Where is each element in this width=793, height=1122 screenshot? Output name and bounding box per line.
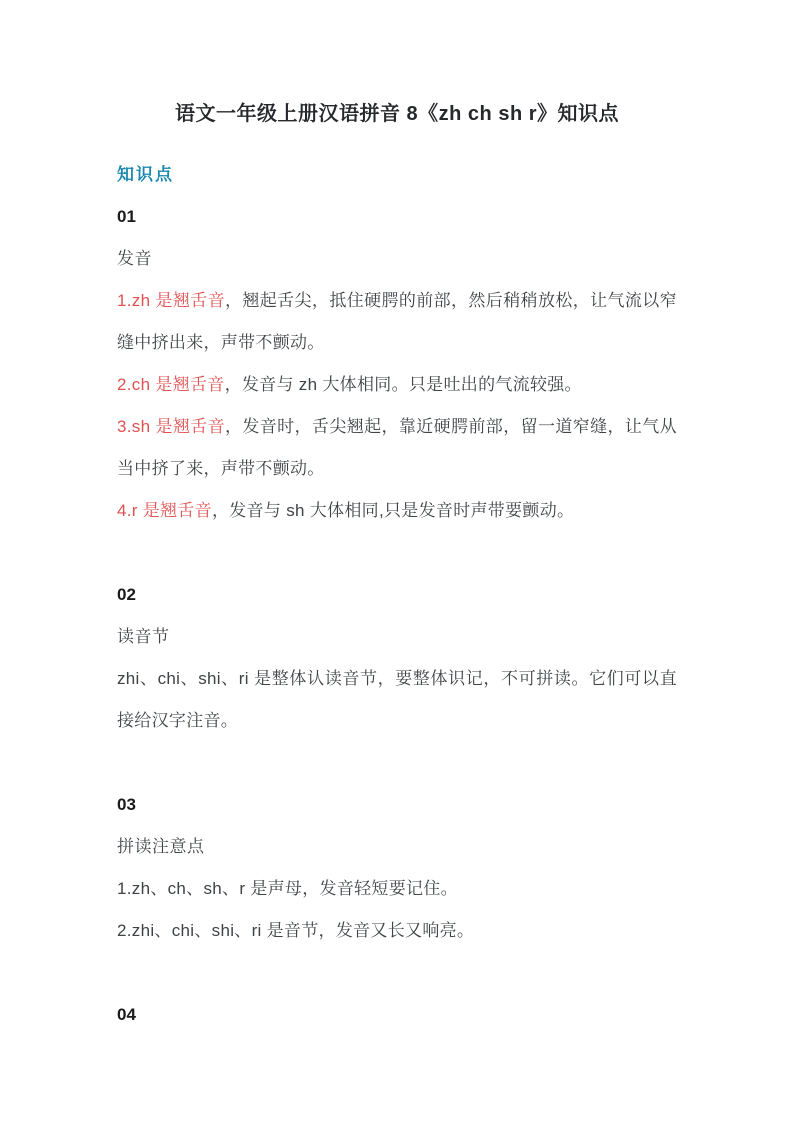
paragraph-text: zhi、chi、shi、ri 是整体认读音节，要整体识记，不可拼读。它们可以直接给汉字注音。 bbox=[117, 669, 677, 730]
section-number: 02 bbox=[117, 585, 136, 604]
paragraph bbox=[117, 280, 677, 364]
paragraph bbox=[117, 910, 677, 952]
section-04 bbox=[117, 994, 677, 1036]
paragraph-text: ，发音与 zh 大体相同。只是吐出的气流较强。 bbox=[224, 375, 582, 394]
paragraph bbox=[117, 490, 677, 532]
highlighted-term: 4.r 是翘舌音 bbox=[117, 501, 212, 520]
page-title: 语文一年级上册汉语拼音 8《zh ch sh r》知识点 bbox=[174, 103, 620, 125]
paragraph-text: 2.zhi、chi、shi、ri 是音节，发音又长又响亮。 bbox=[117, 921, 475, 940]
paragraph-text: ，发音时，舌尖翘起，靠近硬腭前部，留一道窄缝，让气从当中挤了来，声带不颤动。 bbox=[117, 417, 677, 478]
section-subtitle: 发音 bbox=[117, 249, 152, 268]
paragraph-text: 1.zh、ch、sh、r 是声母，发音轻短要记住。 bbox=[117, 879, 458, 898]
highlighted-term: 1.zh 是翘舌音 bbox=[117, 291, 225, 310]
section-01 bbox=[117, 196, 677, 532]
knowledge-points-heading: 知识点 bbox=[117, 165, 174, 184]
paragraph-text: ，发音与 sh 大体相同,只是发音时声带要颤动。 bbox=[211, 501, 575, 520]
section-02 bbox=[117, 574, 677, 742]
section-number: 04 bbox=[117, 1005, 136, 1024]
highlighted-term: 2.ch 是翘舌音 bbox=[117, 375, 225, 394]
paragraph bbox=[117, 364, 677, 406]
section-number: 03 bbox=[117, 795, 136, 814]
paragraph bbox=[117, 868, 677, 910]
highlighted-term: 3.sh 是翘舌音 bbox=[117, 417, 225, 436]
section-number: 01 bbox=[117, 207, 136, 226]
paragraph-text: ，翘起舌尖，抵住硬腭的前部，然后稍稍放松，让气流以窄缝中挤出来，声带不颤动。 bbox=[117, 291, 677, 352]
section-03 bbox=[117, 784, 677, 952]
paragraph bbox=[117, 406, 677, 490]
paragraph bbox=[117, 658, 677, 742]
section-subtitle: 拼读注意点 bbox=[117, 837, 205, 856]
section-subtitle: 读音节 bbox=[117, 627, 170, 646]
